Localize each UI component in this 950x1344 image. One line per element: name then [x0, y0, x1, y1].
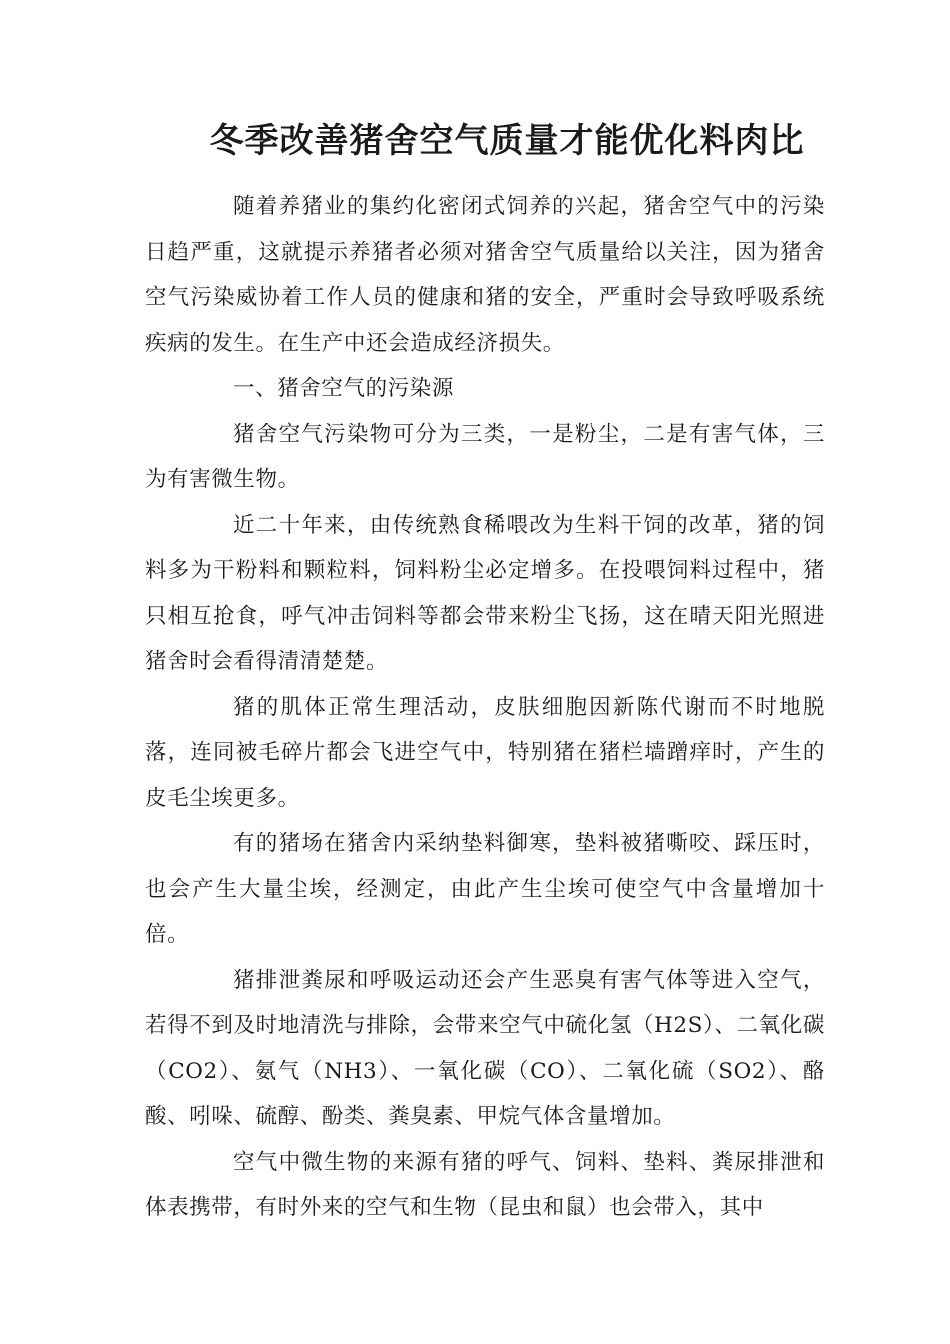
- section-heading-pollution-sources: 一、猪舍空气的污染源: [233, 376, 455, 401]
- paragraph-microorganisms: 空气中微生物的来源有猪的呼气、饲料、垫料、粪尿排泄和体表携带，有时外来的空气和生物（昆虫和鼠）也会带入，其中: [145, 1149, 825, 1220]
- paragraph-bedding-dust: 有的猪场在猪舍内采纳垫料御寒，垫料被猪嘶咬、踩压时，也会产生大量尘埃，经测定，由此产生尘埃可使空气中含量增加十倍。: [145, 831, 825, 947]
- document-body: [145, 184, 825, 1231]
- paragraph-pollutant-types: 猪舍空气污染物可分为三类，一是粉尘，二是有害气体，三为有害微生物。: [145, 421, 825, 492]
- paragraph-skin-dust: 猪的肌体正常生理活动，皮肤细胞因新陈代谢而不时地脱落，连同被毛碎片都会飞进空气中，特别猪在猪栏墙蹭痒时，产生的皮毛尘埃更多。: [145, 694, 825, 811]
- document-title: 冬季改善猪舍空气质量才能优化料肉比: [209, 121, 805, 161]
- paragraph-intro: 随着养猪业的集约化密闭式饲养的兴起，猪舍空气中的污染日趋严重，这就提示养猪者必须对猪舍空气质量给以关注，因为猪舍空气污染威协着工作人员的健康和猪的安全，严重时会导致呼吸系统疾病的发生。在生产中还会造成经济损失。: [145, 194, 825, 356]
- paragraph-harmful-gases: 猪排泄粪尿和呼吸运动还会产生恶臭有害气体等进入空气，若得不到及时地清洗与排除，会带来空气中硫化氢（H2S）、二氧化碳（CO2）、氨气（NH3）、一氧化碳（CO）、二氧化硫（SO2）、酪酸、吲哚、硫醇、酚类、粪臭素、甲烷气体含量增加。: [145, 967, 825, 1129]
- paragraph-feed-dust: 近二十年来，由传统熟食稀喂改为生料干饲的改革，猪的饲料多为干粉料和颗粒料，饲料粉尘必定增多。在投喂饲料过程中，猪只相互抢食，呼气冲击饲料等都会带来粉尘飞扬，这在晴天阳光照进猪舍时会看得清清楚楚。: [145, 512, 825, 674]
